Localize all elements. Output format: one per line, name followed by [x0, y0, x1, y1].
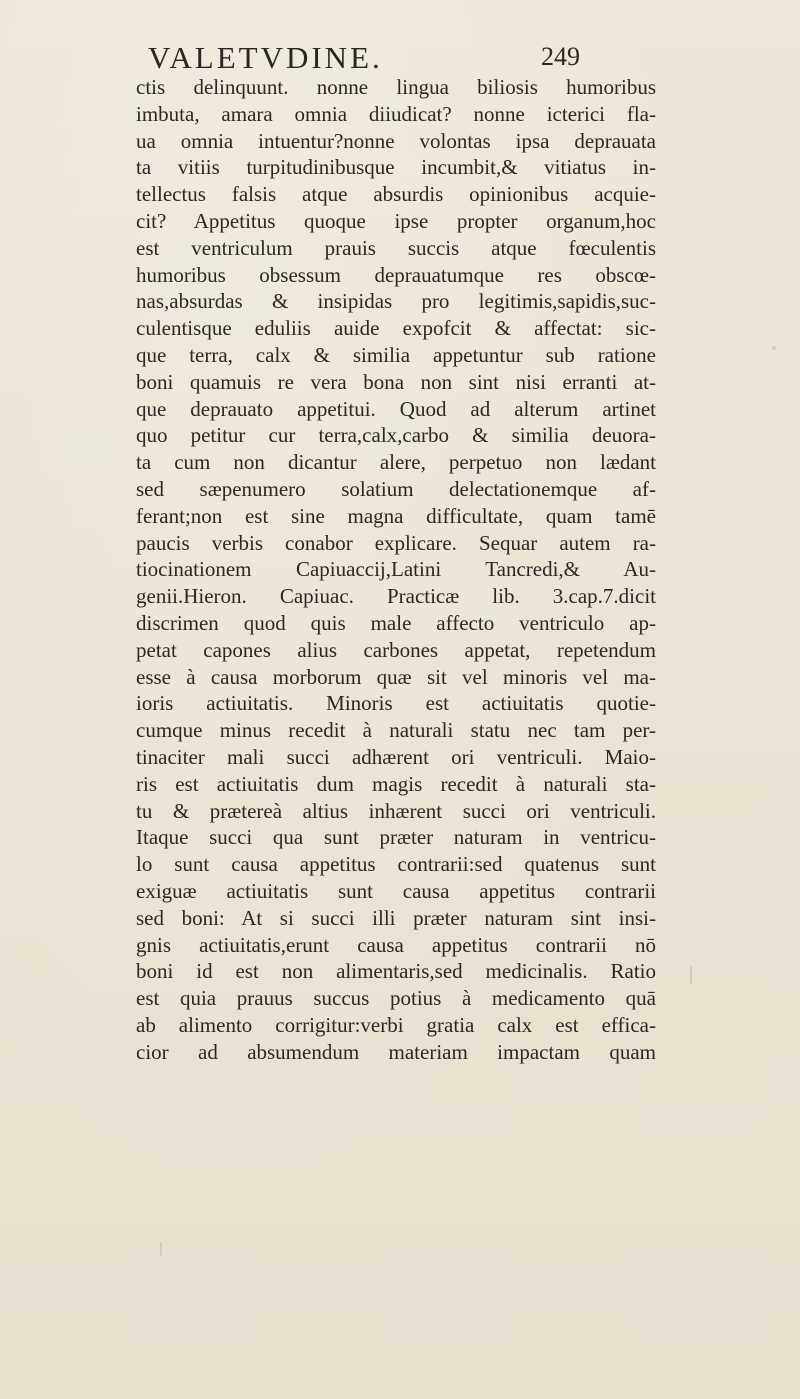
text-line: tiocinationem Capiuaccij,Latini Tancredi,& Au-: [136, 557, 656, 582]
text-line: boni quamuis re vera bona non sint nisi erranti at-: [136, 369, 656, 394]
text-line: boni id est non alimentaris,sed medicinalis. Ratio: [136, 959, 656, 984]
text-line: tu & prætereà altius inhærent succi ori ventriculi.: [136, 798, 656, 823]
text-line: sed boni: At si succi illi præter naturam sint insi-: [136, 905, 656, 930]
text-line: sed sæpenumero solatium delectationemque af-: [136, 476, 656, 501]
text-line: imbuta, amara omnia diiudicat? nonne icterici fla-: [136, 101, 656, 126]
text-line: ta cum non dicantur alere, perpetuo non lædant: [136, 450, 656, 475]
text-line: cior ad absumendum materiam impactam quam: [136, 1039, 656, 1064]
text-line: que terra, calx & similia appetuntur sub ratione: [136, 342, 656, 367]
text-line: paucis verbis conabor explicare. Sequar autem ra-: [136, 530, 656, 555]
page-number: 249: [541, 42, 580, 71]
text-line: petat capones alius carbones appetat, repetendum: [136, 637, 656, 662]
text-line: tinaciter mali succi adhærent ori ventriculi. Maio-: [136, 744, 656, 769]
text-line: humoribus obsessum deprauatumque res obscœ-: [136, 262, 656, 287]
text-line: ta vitiis turpitudinibusque incumbit,& vitiatus in-: [136, 155, 656, 180]
text-line: ctis delinquunt. nonne lingua biliosis humoribus: [136, 75, 656, 99]
text-line: est quia prauus succus potius à medicamento quā: [136, 986, 656, 1011]
text-line: exiguæ actiuitatis sunt causa appetitus contrarii: [136, 878, 656, 903]
paper-mark: [160, 1242, 162, 1256]
text-line: cumque minus recedit à naturali statu nec tam per-: [136, 718, 656, 743]
running-title: VALETVDINE.: [148, 40, 383, 75]
text-line: que deprauato appetitui. Quod ad alterum artinet: [136, 396, 656, 421]
text-line: cit? Appetitus quoque ipse propter organum,hoc: [136, 208, 656, 233]
paper-mark: [690, 966, 692, 984]
body-text: [136, 74, 656, 1065]
text-line: lo sunt causa appetitus contrarii:sed quatenus sunt: [136, 852, 656, 877]
text-line: Itaque succi qua sunt præter naturam in ventricu-: [136, 825, 656, 850]
text-line: ris est actiuitatis dum magis recedit à naturali sta-: [136, 771, 656, 796]
text-line: discrimen quod quis male affecto ventriculo ap-: [136, 610, 656, 635]
text-line: ferant;non est sine magna difficultate, quam tamē: [136, 503, 656, 528]
text-line: ioris actiuitatis. Minoris est actiuitatis quotie-: [136, 691, 656, 716]
paper-mark: [772, 346, 776, 350]
text-line: esse à causa morborum quæ sit vel minoris vel ma-: [136, 664, 656, 689]
text-line: culentisque eduliis auide expofcit & affectat: sic-: [136, 316, 656, 341]
text-line: nas,absurdas & insipidas pro legitimis,sapidis,suc-: [136, 289, 656, 314]
text-line: ua omnia intuentur?nonne volontas ipsa deprauata: [136, 128, 656, 153]
text-line: tellectus falsis atque absurdis opinionibus acquie-: [136, 182, 656, 207]
text-line: quo petitur cur terra,calx,carbo & similia deuora-: [136, 423, 656, 448]
text-line: est ventriculum prauis succis atque fœculentis: [136, 235, 656, 260]
text-line: ab alimento corrigitur:verbi gratia calx est effica-: [136, 1012, 656, 1037]
text-line: gnis actiuitatis,erunt causa appetitus contrarii nō: [136, 932, 656, 957]
text-line: genii.Hieron. Capiuac. Practicæ lib. 3.cap.7.dicit: [136, 584, 656, 609]
